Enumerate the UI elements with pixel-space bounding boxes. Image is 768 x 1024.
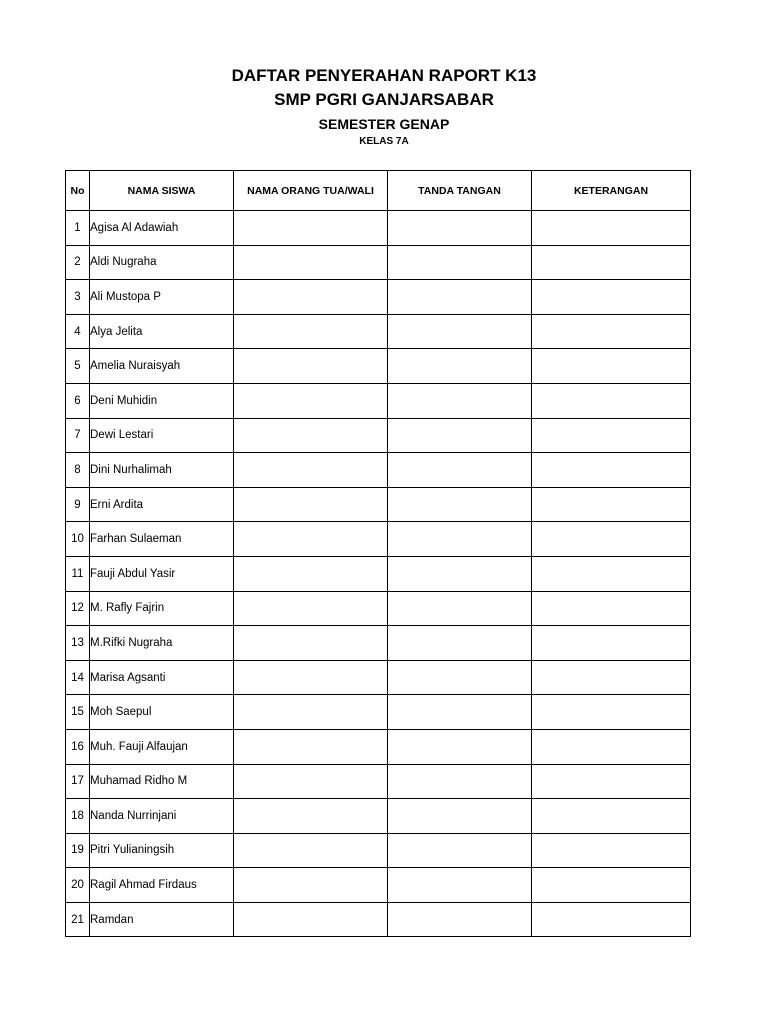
parent-name-cell[interactable] [234,314,388,349]
student-name: M.Rifki Nugraha [90,626,234,661]
parent-name-cell[interactable] [234,245,388,280]
remarks-cell[interactable] [532,487,691,522]
parent-name-cell[interactable] [234,799,388,834]
table-row [66,453,691,488]
table-row [66,556,691,591]
remarks-cell[interactable] [532,383,691,418]
column-header-no: No [66,171,90,211]
table-row [66,280,691,315]
student-name: Farhan Sulaeman [90,522,234,557]
parent-name-cell[interactable] [234,660,388,695]
signature-cell[interactable] [388,280,532,315]
parent-name-cell[interactable] [234,487,388,522]
table-row [66,695,691,730]
signature-cell[interactable] [388,383,532,418]
document-header [0,64,768,149]
signature-cell[interactable] [388,211,532,246]
parent-name-cell[interactable] [234,383,388,418]
table-row [66,799,691,834]
remarks-cell[interactable] [532,729,691,764]
parent-name-cell[interactable] [234,729,388,764]
school-name: SMP PGRI GANJARSABAR [274,90,494,109]
remarks-cell[interactable] [532,902,691,937]
parent-name-cell[interactable] [234,453,388,488]
document-title: DAFTAR PENYERAHAN RAPORT K13 [231,66,537,85]
signature-cell[interactable] [388,902,532,937]
student-name: Pitri Yulianingsih [90,833,234,868]
student-name: Deni Muhidin [90,383,234,418]
student-name: Ramdan [90,902,234,937]
row-number: 14 [66,660,90,695]
signature-cell[interactable] [388,695,532,730]
student-name: Agisa Al Adawiah [90,211,234,246]
table-row [66,349,691,384]
student-name: Fauji Abdul Yasir [90,556,234,591]
row-number: 20 [66,868,90,903]
parent-name-cell[interactable] [234,868,388,903]
row-number: 19 [66,833,90,868]
parent-name-cell[interactable] [234,833,388,868]
remarks-cell[interactable] [532,833,691,868]
table-row [66,833,691,868]
remarks-cell[interactable] [532,868,691,903]
semester-label: SEMESTER GENAP [318,116,450,132]
table-row [66,591,691,626]
table-row [66,211,691,246]
parent-name-cell[interactable] [234,418,388,453]
table-row [66,314,691,349]
parent-name-cell[interactable] [234,522,388,557]
student-name: Dini Nurhalimah [90,453,234,488]
table-row [66,902,691,937]
table-row [66,729,691,764]
table-row [66,245,691,280]
table-row [66,764,691,799]
remarks-cell[interactable] [532,799,691,834]
header-row [66,171,691,211]
row-number: 15 [66,695,90,730]
table-row [66,487,691,522]
signature-cell[interactable] [388,799,532,834]
remarks-cell[interactable] [532,522,691,557]
student-name: Aldi Nugraha [90,245,234,280]
table-row [66,626,691,661]
student-name: M. Rafly Fajrin [90,591,234,626]
student-name: Marisa Agsanti [90,660,234,695]
row-number: 2 [66,245,90,280]
column-header-remarks: KETERANGAN [532,171,691,211]
signature-cell[interactable] [388,591,532,626]
remarks-cell[interactable] [532,556,691,591]
remarks-cell[interactable] [532,418,691,453]
row-number: 4 [66,314,90,349]
row-number: 7 [66,418,90,453]
parent-name-cell[interactable] [234,280,388,315]
remarks-cell[interactable] [532,245,691,280]
row-number: 13 [66,626,90,661]
student-name: Amelia Nuraisyah [90,349,234,384]
signature-cell[interactable] [388,245,532,280]
remarks-cell[interactable] [532,695,691,730]
parent-name-cell[interactable] [234,764,388,799]
remarks-cell[interactable] [532,453,691,488]
student-name: Erni Ardita [90,487,234,522]
table-row [66,383,691,418]
row-number: 16 [66,729,90,764]
handover-table [65,170,691,937]
parent-name-cell[interactable] [234,556,388,591]
remarks-cell[interactable] [532,349,691,384]
table-row [66,522,691,557]
remarks-cell[interactable] [532,591,691,626]
signature-cell[interactable] [388,833,532,868]
signature-cell[interactable] [388,349,532,384]
parent-name-cell[interactable] [234,626,388,661]
remarks-cell[interactable] [532,280,691,315]
student-name: Alya Jelita [90,314,234,349]
signature-cell[interactable] [388,660,532,695]
row-number: 18 [66,799,90,834]
table-body [66,211,691,937]
row-number: 3 [66,280,90,315]
student-name: Dewi Lestari [90,418,234,453]
parent-name-cell[interactable] [234,211,388,246]
signature-cell[interactable] [388,626,532,661]
student-name: Muh. Fauji Alfaujan [90,729,234,764]
remarks-cell[interactable] [532,314,691,349]
row-number: 21 [66,902,90,937]
signature-cell[interactable] [388,418,532,453]
row-number: 8 [66,453,90,488]
row-number: 12 [66,591,90,626]
remarks-cell[interactable] [532,211,691,246]
student-name: Moh Saepul [90,695,234,730]
row-number: 17 [66,764,90,799]
table-row [66,868,691,903]
row-number: 9 [66,487,90,522]
remarks-cell[interactable] [532,660,691,695]
signature-cell[interactable] [388,764,532,799]
class-label: KELAS 7A [359,136,409,147]
signature-cell[interactable] [388,453,532,488]
signature-cell[interactable] [388,556,532,591]
signature-cell[interactable] [388,522,532,557]
row-number: 10 [66,522,90,557]
remarks-cell[interactable] [532,626,691,661]
column-header-parent-name: NAMA ORANG TUA/WALI [234,171,388,211]
student-name: Ragil Ahmad Firdaus [90,868,234,903]
student-name: Nanda Nurrinjani [90,799,234,834]
table-row [66,660,691,695]
parent-name-cell[interactable] [234,902,388,937]
parent-name-cell[interactable] [234,591,388,626]
column-header-student-name: NAMA SISWA [90,171,234,211]
signature-cell[interactable] [388,314,532,349]
remarks-cell[interactable] [532,764,691,799]
row-number: 5 [66,349,90,384]
parent-name-cell[interactable] [234,349,388,384]
table-row [66,418,691,453]
signature-cell[interactable] [388,729,532,764]
signature-cell[interactable] [388,487,532,522]
row-number: 1 [66,211,90,246]
row-number: 6 [66,383,90,418]
student-name: Ali Mustopa P [90,280,234,315]
parent-name-cell[interactable] [234,695,388,730]
student-name: Muhamad Ridho M [90,764,234,799]
column-header-signature: TANDA TANGAN [388,171,532,211]
signature-cell[interactable] [388,868,532,903]
table-header [66,171,691,211]
row-number: 11 [66,556,90,591]
